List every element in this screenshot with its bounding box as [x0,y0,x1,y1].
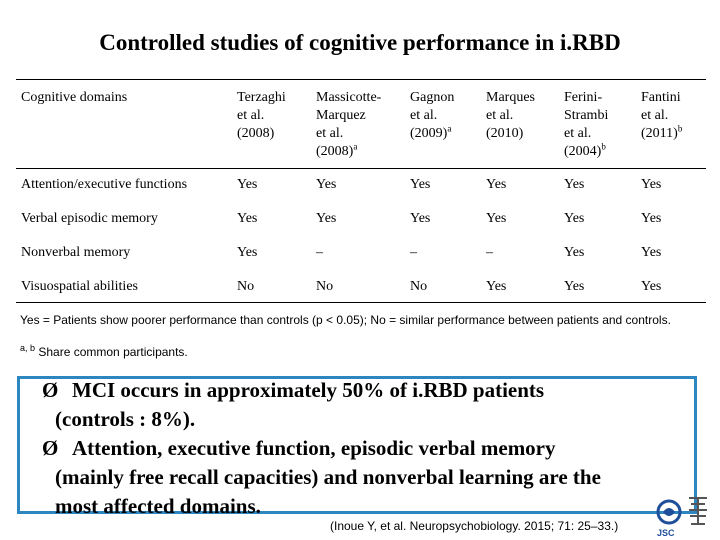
table-cell: Yes [316,211,337,226]
table-cell: Yes [641,211,662,226]
citation: (Inoue Y, et al. Neuropsychobiology. 2015; 71: 25–33.) [330,519,619,533]
header-gagnon: Gagnon et al. $(2009)^a$ [410,90,455,141]
summary-bullet-1-continuation: (controls : 8%). [55,407,196,431]
table-cell: Yes [410,177,431,192]
table-cell: No [237,279,255,294]
table-top-rule [16,79,706,80]
table-header-rule [16,168,706,169]
table-cell: Yes [564,279,585,294]
summary-box [17,376,697,518]
summary-bullet-2-continuation-2: most affected domains. [55,494,261,518]
table-cell: Yes [486,177,507,192]
summary-bullet-2 [42,434,556,463]
table-cell: Yes [641,279,662,294]
table-cell: Yes [486,211,507,226]
table-cell: Yes [237,211,258,226]
arrow-bullet-icon: Ø [42,436,59,460]
table-cell: No [316,279,334,294]
table-cell: Yes [641,177,662,192]
row-domain-label: Attention/executive functions [21,177,188,192]
slide-title: Controlled studies of cognitive performance in i.RBD [99,30,621,55]
table-cell: Yes [486,279,507,294]
summary-bullet-1 [42,376,544,405]
row-domain-label: Verbal episodic memory [21,211,158,226]
table-cell: Yes [410,211,431,226]
header-marques: Marques et al. (2010) [486,90,535,141]
header-fantini: Fantini et al. $(2011)^b$ [641,90,683,141]
row-domain-label: Nonverbal memory [21,245,131,260]
table-cell: – [410,245,417,260]
table-cell: Yes [564,211,585,226]
summary-bullet-1-text: MCI occurs in approximately 50% of i.RBD patients [72,378,545,402]
summary-bullet-2-text: Attention, executive function, episodic verbal memory [72,436,556,460]
table-cell: – [486,245,493,260]
footnote-marks: a, b [20,343,36,353]
header-massicotte-marquez: Massicotte- Marquez et al. $(2008)^a$ [316,90,382,159]
arrow-bullet-icon: Ø [42,378,59,402]
header-terzaghi: Terzaghi et al. (2008) [237,90,286,141]
table-cell: Yes [237,177,258,192]
table-cell: Yes [564,177,585,192]
table-cell: – [316,245,323,260]
logo-text: JSC [657,528,675,538]
table-footnote-shared [20,344,680,360]
summary-bullet-2-continuation-1: (mainly free recall capacities) and nonverbal learning are the [55,465,601,489]
row-domain-label: Visuospatial abilities [21,279,138,294]
jsc-logo-icon [655,494,711,538]
table-bottom-rule [16,302,706,303]
table-footnote-legend: Yes = Patients show poorer performance than controls (p < 0.05); No = similar performance between patients and controls. [20,313,671,327]
table-cell: Yes [564,245,585,260]
table-cell: Yes [316,177,337,192]
footnote-shared-text: Share common participants. [38,345,188,359]
table-cell: No [410,279,428,294]
header-cognitive-domains: Cognitive domains [21,90,128,105]
table-cell: Yes [641,245,662,260]
table-cell: Yes [237,245,258,260]
header-ferini-strambi: Ferini- Strambi et al. $(2004)^b$ [564,90,609,159]
